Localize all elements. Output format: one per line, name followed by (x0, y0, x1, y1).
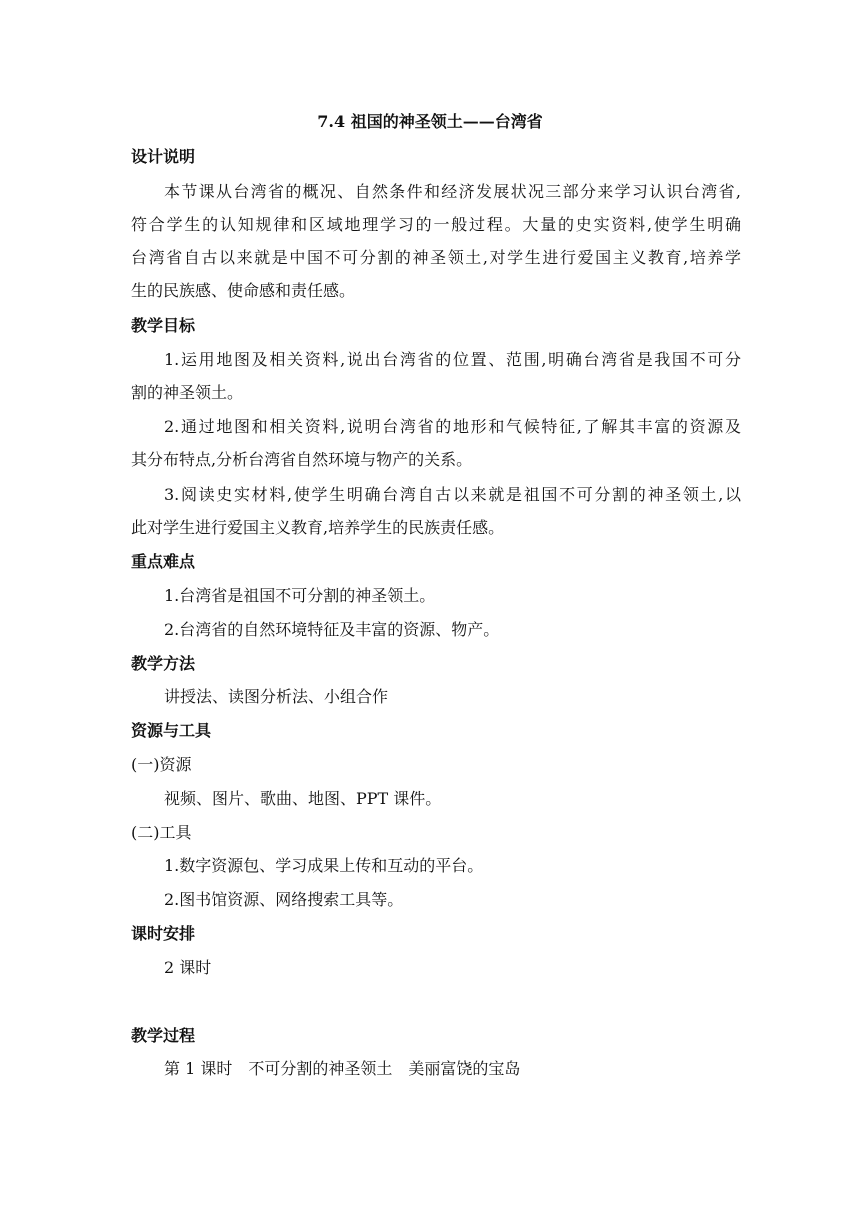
objective-line: 3.阅读史实材料,使学生明确台湾自古以来就是祖国不可分割的神圣领土,以 (164, 485, 741, 504)
objective-line: 此对学生进行爱国主义教育,培养学生的民族责任感。 (131, 518, 505, 537)
subsection-heading-resources: (一)资源 (131, 755, 192, 774)
section-heading-resources: 资源与工具 (131, 721, 212, 740)
section-heading-methods: 教学方法 (131, 654, 196, 673)
objective-line: 割的神圣领土。 (131, 383, 244, 402)
paragraph-line: 符合学生的认知规律和区域地理学习的一般过程。大量的史实资料,使学生明确 (131, 215, 741, 234)
section-heading-schedule: 课时安排 (131, 924, 196, 943)
tool-line: 2.图书馆资源、网络搜索工具等。 (164, 890, 404, 909)
keypoint-line: 1.台湾省是祖国不可分割的神圣领土。 (164, 586, 436, 605)
process-line: 第 1 课时 不可分割的神圣领土 美丽富饶的宝岛 (164, 1059, 521, 1078)
method-line: 讲授法、读图分析法、小组合作 (164, 687, 389, 706)
objective-line: 2.通过地图和相关资料,说明台湾省的地形和气候特征,了解其丰富的资源及 (164, 417, 741, 436)
objective-line: 其分布特点,分析台湾省自然环境与物产的关系。 (131, 450, 473, 469)
keypoint-line: 2.台湾省的自然环境特征及丰富的资源、物产。 (164, 620, 500, 639)
paragraph-line: 台湾省自古以来就是中国不可分割的神圣领土,对学生进行爱国主义教育,培养学 (131, 248, 741, 267)
subsection-heading-tools: (二)工具 (131, 823, 192, 842)
schedule-line: 2 课时 (164, 958, 212, 977)
paragraph-line: 生的民族感、使命感和责任感。 (131, 281, 356, 300)
tool-line: 1.数字资源包、学习成果上传和互动的平台。 (164, 856, 484, 875)
objective-line: 1.运用地图及相关资料,说出台湾省的位置、范围,明确台湾省是我国不可分 (164, 350, 741, 369)
section-heading-objectives: 教学目标 (131, 316, 196, 335)
section-heading-process: 教学过程 (131, 1026, 196, 1045)
resource-line: 视频、图片、歌曲、地图、PPT 课件。 (164, 789, 442, 808)
section-heading-design: 设计说明 (131, 147, 196, 166)
section-heading-keypoints: 重点难点 (131, 552, 196, 571)
document-title: 7.4 祖国的神圣领土——台湾省 (317, 112, 543, 131)
paragraph-line: 本节课从台湾省的概况、自然条件和经济发展状况三部分来学习认识台湾省, (164, 182, 741, 201)
